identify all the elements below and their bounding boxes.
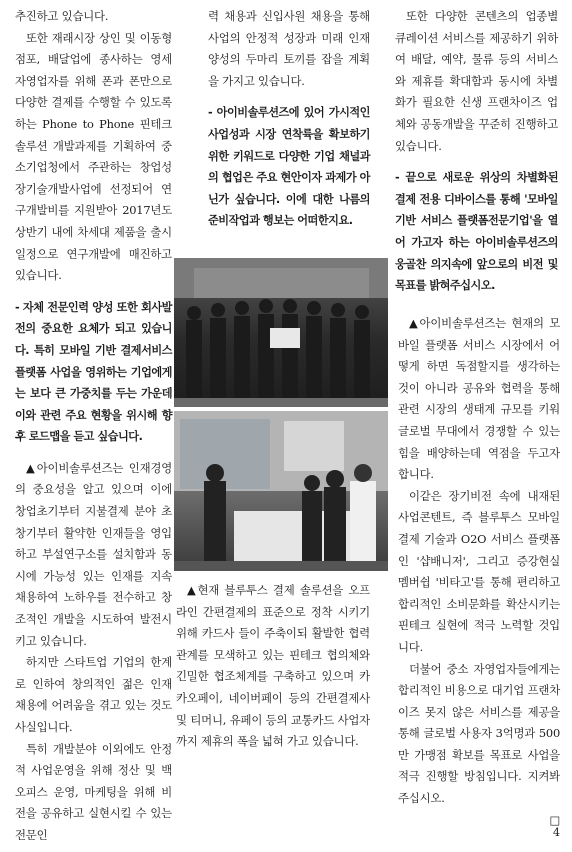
- column-2: [208, 6, 370, 232]
- column-2-bottom: [176, 580, 370, 753]
- interview-question: - 자체 전문인력 양성 또한 회사발전의 중요한 요체가 되고 있습니다. 특히 모바일 기반 결제서비스 플랫폼 사업을 영위하는 기업에게는 보다 큰 가중치를 두는 가운데 이와 관련 주요 현황을 위시해 향후 로드맵을 듣고 싶습니다.: [15, 300, 172, 444]
- paragraph: 이같은 장기비전 속에 내재된 사업콘텐트, 즉 블루투스 모바일 결제 기술과 O2O 서비스 플랫폼인 '샵배니저', 그리고 증강현실 멤버쉽 '비타고'를 통해 편리하고 합리적인 소비문화를 확산시키는 핀테크 실현에 적극 노력할 것입니다.: [398, 488, 560, 654]
- interview-answer: ▲아이비솔루션즈는 인재경영의 중요성을 알고 있으며 이에 창업초기부터 지불결제 분야 초창기부터 활약한 인재들을 영입하고 부설연구소를 설치함과 동시에 가능성 있는 인재를 지속 채용하여 노하우를 전수하고 창조적인 개발을 시도하여 발전시키고 있습니다.: [15, 460, 172, 648]
- page-number: 4: [553, 826, 560, 839]
- interview-answer: ▲현재 블루투스 결제 솔루션을 오프라인 간편결제의 표준으로 정착 시키기 위해 카드사 들이 주축이되 활발한 협력관계를 모색하고 있는 핀테크 협의체와 긴밀한 협조체계를 구축하고 있으며 카카오페이, 네이버페이 등의 간편결제사 및 티머니, 유페이 등의 교통카드 사업자까지 제휴의 폭을 넓혀 가고 있습니다.: [176, 583, 370, 749]
- award-ceremony-photo: [174, 258, 388, 407]
- exhibition-booth-photo: [174, 411, 388, 571]
- paragraph: 특히 개발분야 이외에도 안정적 사업운영을 위해 정산 및 백오피스 운영, 마케팅을 위해 비전을 공유하고 실현시킬 수 있는 전문인: [15, 741, 172, 842]
- column-3-bottom: [398, 313, 560, 831]
- paragraph: 추진하고 있습니다.: [15, 9, 109, 23]
- end-mark: □: [549, 812, 560, 827]
- paragraph: 또한 다양한 콘텐츠의 업종별 큐레이션 서비스를 제공하기 위하여 배달, 예약, 물류 등의 서비스와 제휴를 확대함과 동시에 차별화가 필요한 신생 프랜차이즈 업체와 공동개발을 꾸준히 진행하고 있습니다.: [395, 9, 558, 153]
- column-1: [15, 6, 172, 847]
- column-3: [395, 6, 558, 297]
- interview-question: - 아이비솔루션즈에 있어 가시적인 사업성과 시장 연착륙을 확보하기 위한 키워드로 다양한 기업 채널과의 협업은 주요 현안이자 과제가 아닌가 싶습니다. 이에 대한 나름의 준비작업과 행보는 어떠한지요.: [208, 106, 370, 228]
- paragraph: 하지만 스타트업 기업의 한계로 인하여 창의적인 젊은 인재 채용에 어려움을 겪고 있는 것도 사실입니다.: [15, 655, 172, 734]
- paragraph: 또한 재래시장 상인 및 이동형 점포, 배달업에 종사하는 영세 자영업자를 위해 폰과 폰만으로 다양한 결제를 수행할 수 있도록 하는 Phone to Phone 핀테크 솔루션 개발과제를 기획하여 중소기업청에서 주관하는 창업성장기술개발사업에 선정되어 연구개발비를 지원받아 2017년도 상반기 내에 차세대 제품을 출시 일정으로 연구개발에 매진하고 있습니다.: [15, 30, 172, 283]
- interview-question: - 끝으로 새로운 위상의 차별화된 결제 전용 디바이스를 통해 '모바일 기반 서비스 플랫폼전문기업'을 열어 가고자 하는 아이비솔루션즈의 웅골찬 의지속에 앞으로의 비전 및 목표를 밝혀주십시오.: [395, 171, 558, 293]
- interview-answer: ▲아이비솔루션즈는 현재의 모바일 플랫폼 서비스 시장에서 어떻게 하면 독점할지를 생각하는 것이 아니라 공유와 협력을 통해 관련 시장의 생태계 규모를 키워 글로벌 무대에서 경쟁할 수 있는 힘을 배양하는데 역점을 두고자 합니다.: [398, 316, 560, 482]
- paragraph: 더불어 중소 자영업자들에게는 합리적인 비용으로 대기업 프랜차이즈 못지 않은 서비스를 제공을 통해 글로벌 사용자 3억명과 500만 가맹점 확보를 목표로 사업을 적극 진행할 방침입니다. 지켜봐주십시오.: [398, 661, 560, 806]
- paragraph: 력 채용과 신입사원 채용을 통해 사업의 안정적 성장과 미래 인재 양성의 두마리 토끼를 잡을 계획을 가지고 있습니다.: [208, 9, 370, 88]
